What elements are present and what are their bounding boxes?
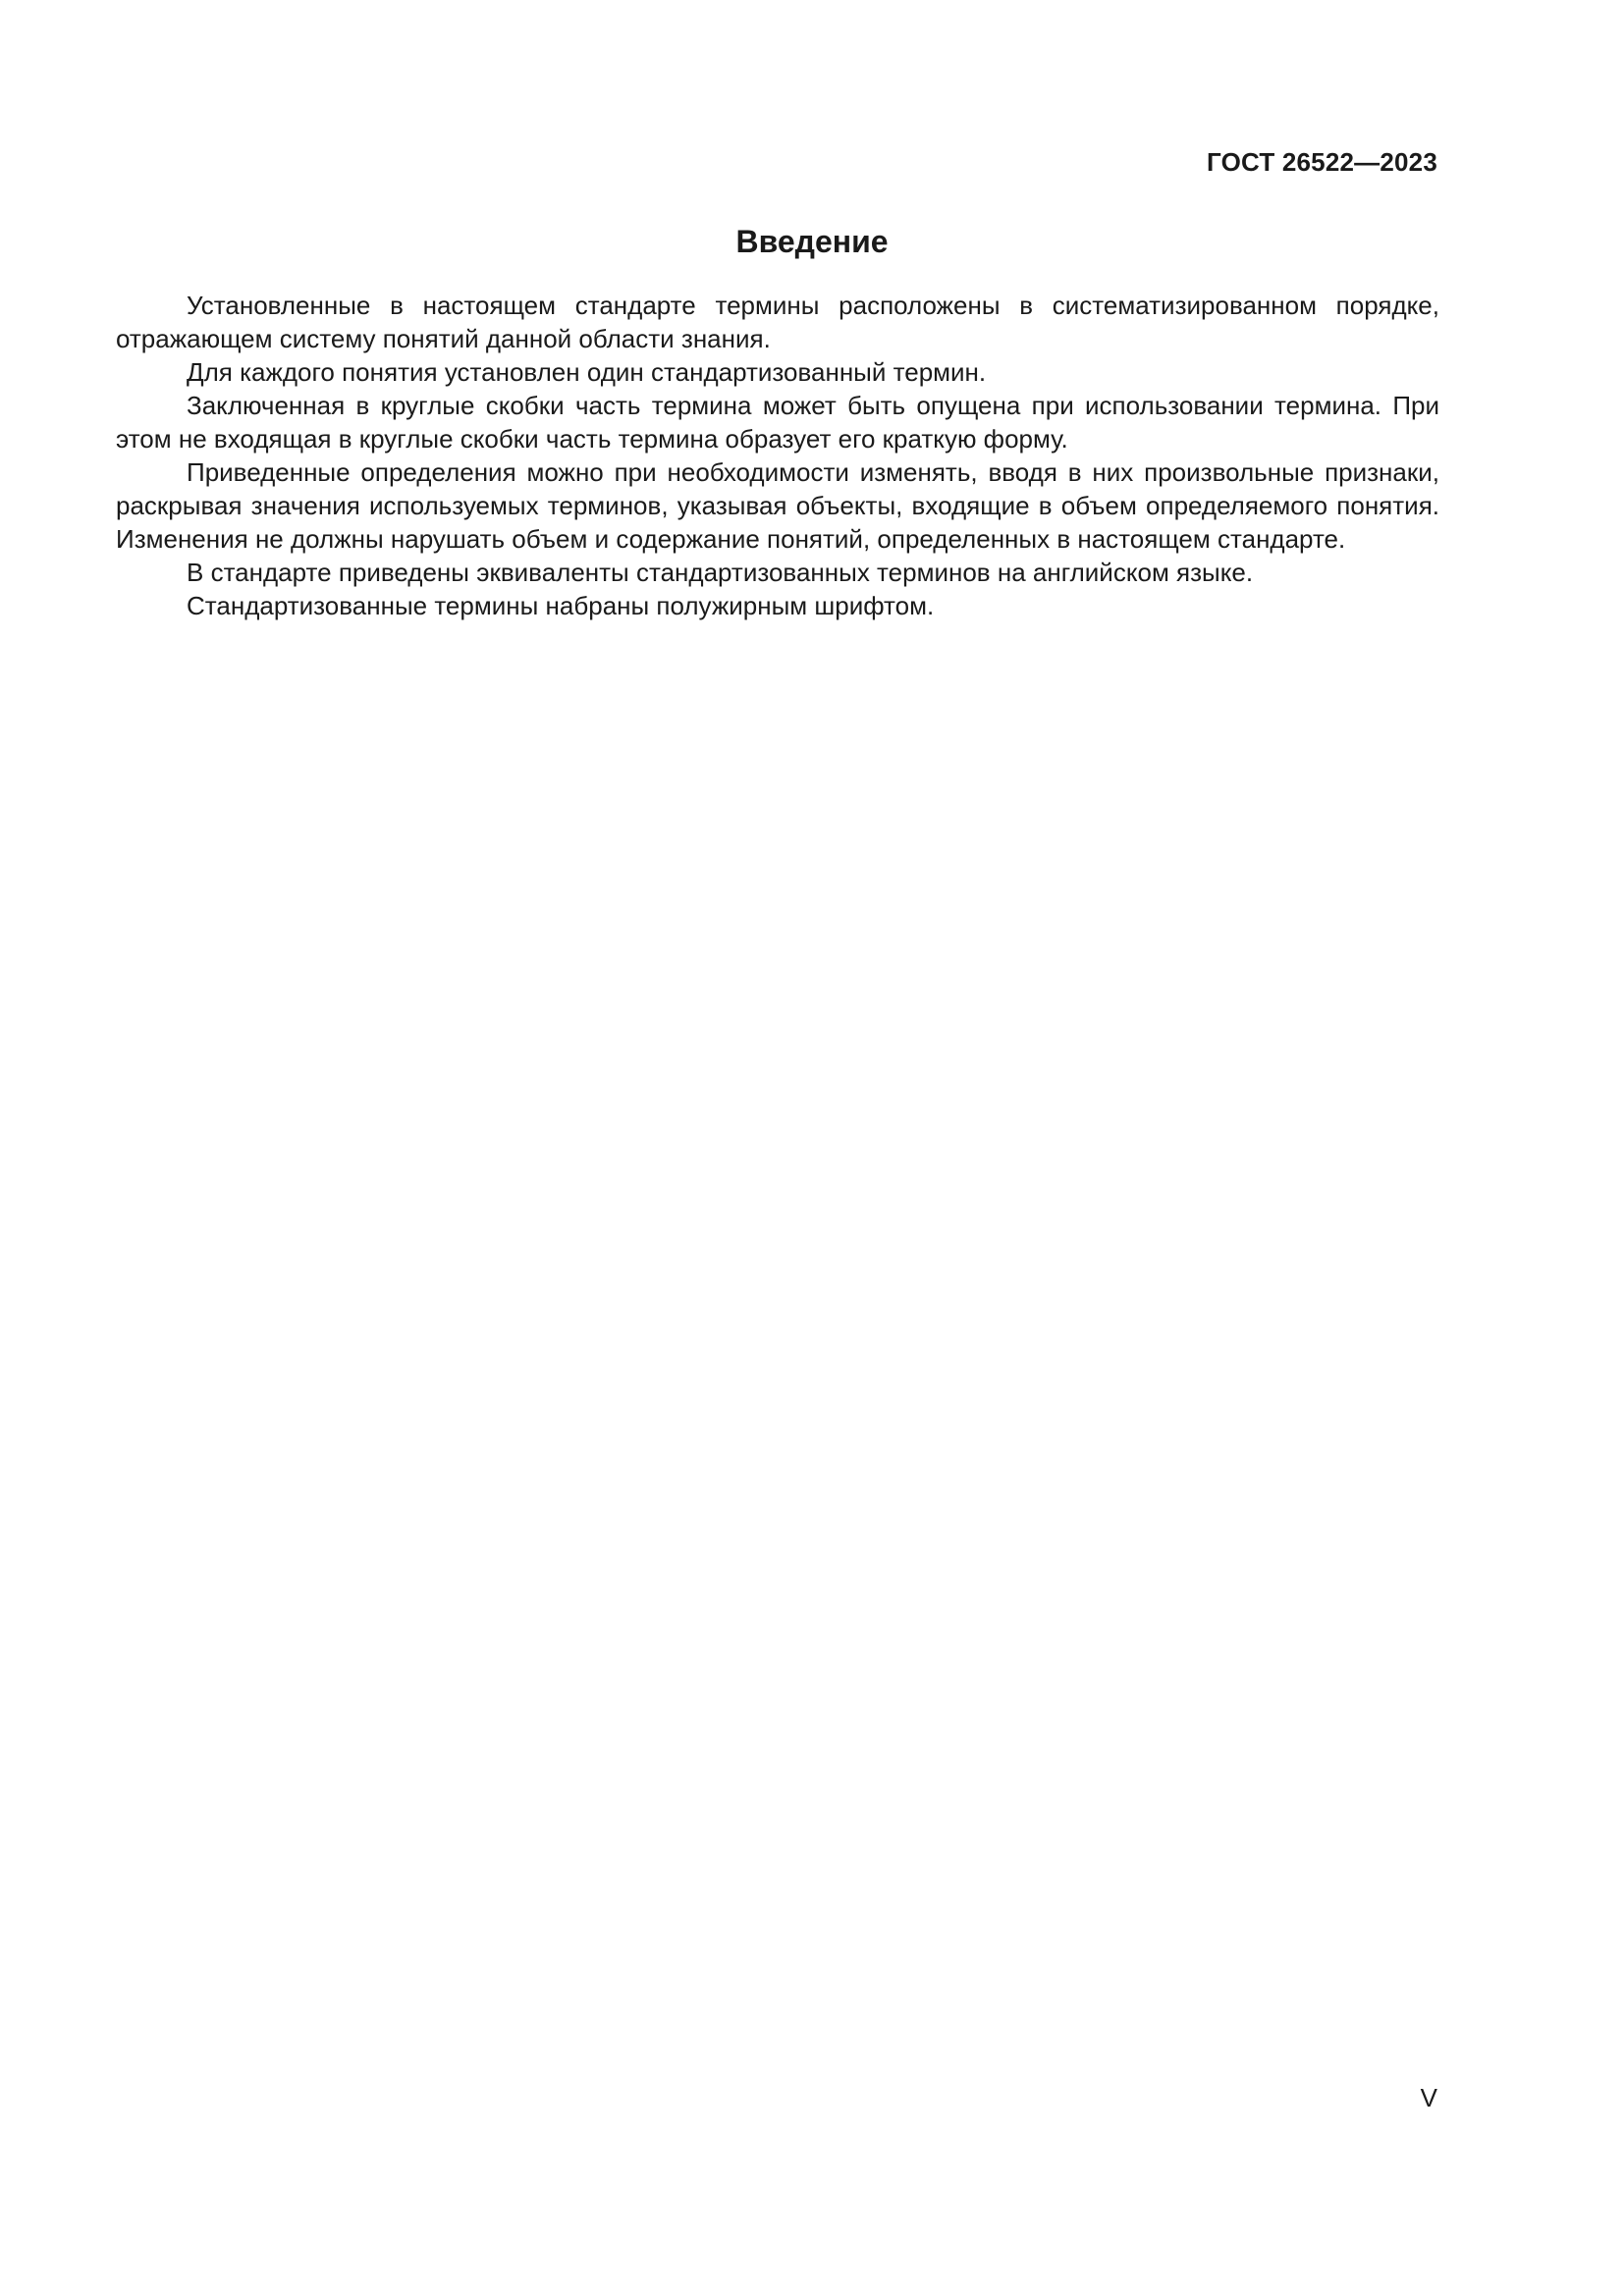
page-number: V [1420,2083,1437,2112]
section-title: Введение [735,224,889,259]
paragraph-english-equivalents: В стандарте приведены эквиваленты стандартизованных терминов на английском языке. [187,558,1254,587]
document-standard-id: ГОСТ 26522—2023 [1207,147,1437,177]
paragraph-definitions: Приведенные определения можно при необходимости изменять, вводя в них произвольные признаки, раскрывая значения используемых терминов, указывая объекты, входящие в объем определяемого понятия. Изменения не должны нарушать объем и содержание понятий, определенных в настоящем стандарте. [116,457,1439,554]
paragraph-bold-terms: Стандартизованные термины набраны полужирным шрифтом. [187,591,935,620]
paragraph-terms-order: Установленные в настоящем стандарте термины расположены в систематизированном порядке, отражающем систему понятий данной области знания. [116,291,1439,353]
paragraph-brackets: Заключенная в круглые скобки часть термина может быть опущена при использовании термина. При этом не входящая в круглые скобки часть термина образует его краткую форму. [116,391,1439,454]
paragraph-one-term: Для каждого понятия установлен один стандартизованный термин. [187,357,987,387]
introduction-body [116,289,1439,622]
